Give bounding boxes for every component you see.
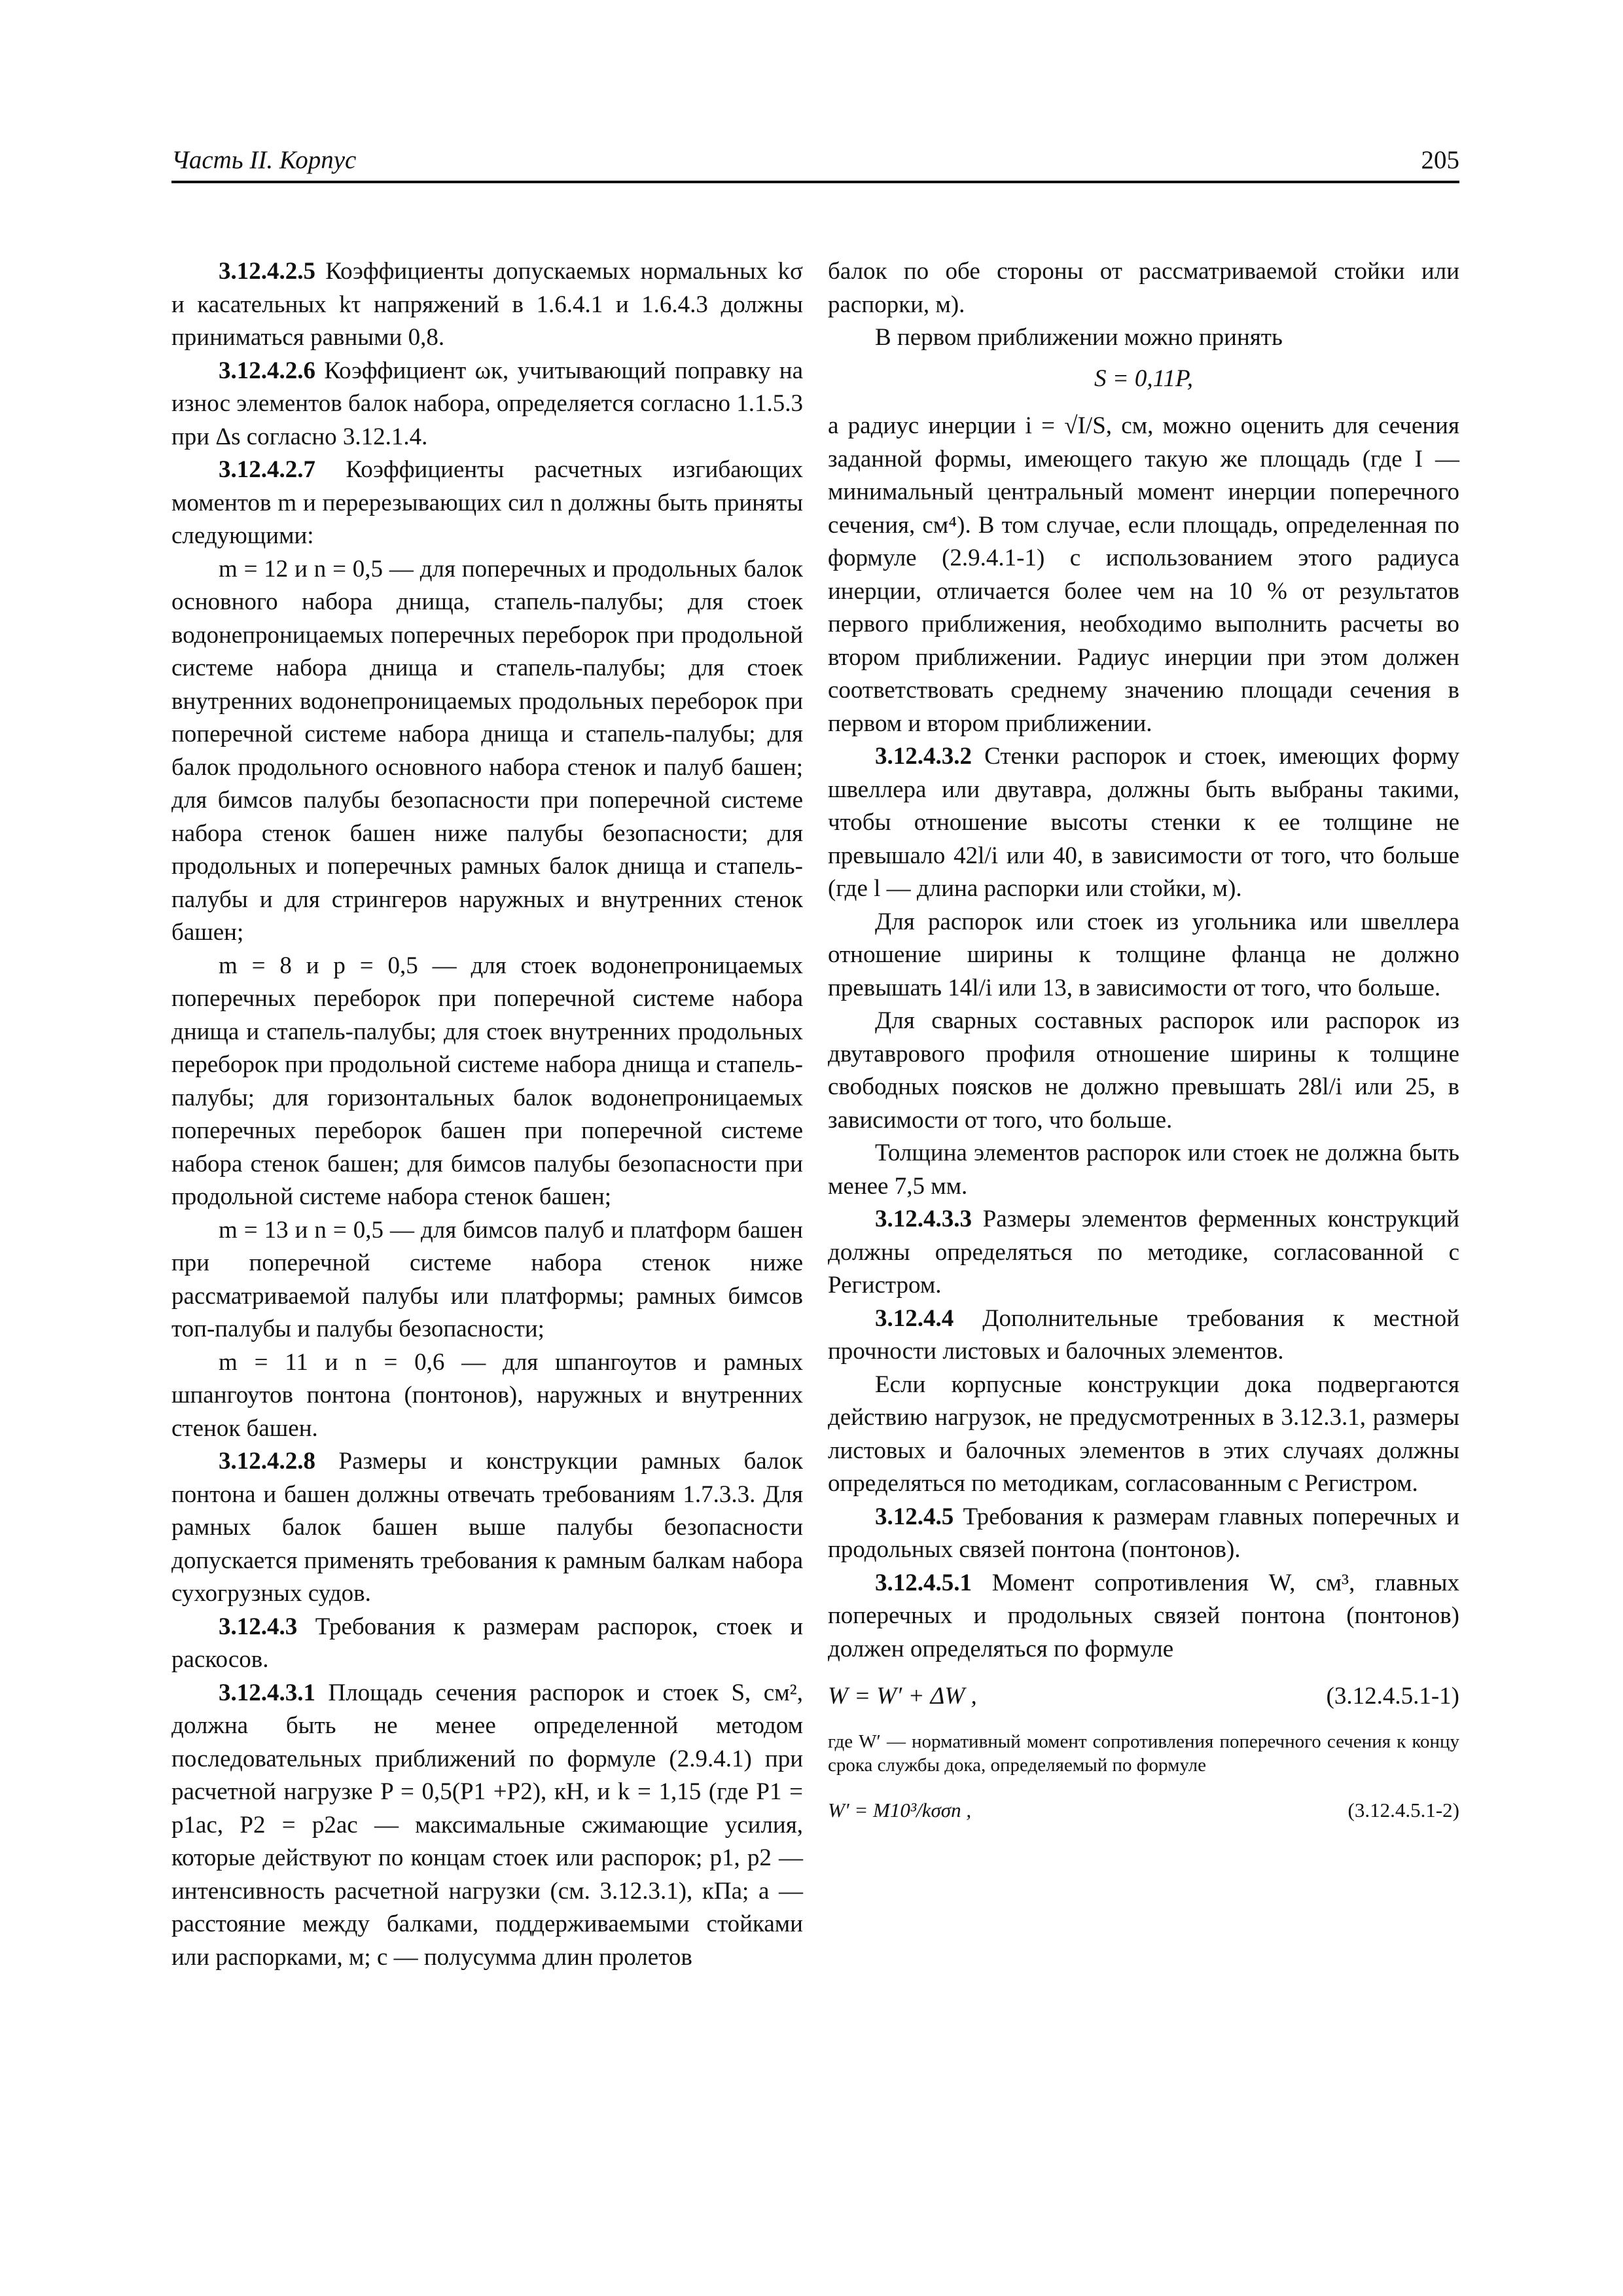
paragraph: 3.12.4.3.2 Стенки распорок и стоек, имеющих форму швеллера или двутавра, должны быть выбраны такими, чтобы отношение высоты стенки к ее толщине не превышало 42l/i или 40, в зависимости от того, что больше (где l — длина распорки или стойки, м). [828,743,1459,902]
formula-s: S = 0,11P, [1094,365,1194,392]
paragraph: В первом приближении можно принять [875,324,1283,351]
equation-expression: W′ = M10³/kσσn , [828,1799,972,1821]
paragraph: 3.12.4.5 Требования к размерам главных поперечных и продольных связей понтона (понтонов). [828,1503,1459,1563]
right-column [828,255,1459,1827]
equation-1 [828,1680,1459,1721]
paragraph: 3.12.4.3.1 Площадь сечения распорок и стоек S, см², должна быть не менее определенной методом последовательных приближений по формуле (2.9.4.1) при расчетной нагрузке P = 0,5(P1 +P2), кН, и k = 1,15 (где P1 = p1ac, P2 = p2ac — максимальные сжимающие усилия, которые действуют по концам стоек или распорок; p1, p2 — интенсивность расчетной нагрузки (см. 3.12.3.1), кПа; a — расстояние между балками, поддерживаемыми стойками или распорками, м; c — полусумма длин пролетов [171,1679,803,1971]
paragraph: 3.12.4.2.5 Коэффициенты допускаемых нормальных kσ и касательных kτ напряжений в 1.6.4.1 и 1.6.4.3 должны приниматься равными 0,8. [171,258,803,351]
paragraph: Для сварных составных распорок или распорок из двутаврового профиля отношение ширины к толщине свободных поясков не должно превышать 28l/i или 25, в зависимости от того, что больше. [828,1007,1459,1134]
paragraph-continued: балок по обе стороны от рассматриваемой стойки или распорки, м). [828,258,1459,318]
paragraph: m = 12 и n = 0,5 — для поперечных и продольных балок основного набора днища, стапель-палубы; для стоек водонепроницаемых поперечных переборок при продольной системе набора днища и стапель-палубы; для стоек внутренних водонепроницаемых продольных переборок при поперечной системе набора днища и стапель-палубы; для балок продольного основного набора стенок и палуб башен; для бимсов палубы безопасности при поперечной системе набора стенок башен ниже палубы безопасности; для продольных и поперечных рамных балок днища и стапель-палубы и для стрингеров наружных и внутренних стенок башен; [171,555,803,946]
paragraph: 3.12.4.2.7 Коэффициенты расчетных изгибающих моментов m и перерезывающих сил n должны быть приняты следующими: [171,456,803,549]
equation-2 [828,1794,1459,1827]
paragraph: 3.12.4.3 Требования к размерам распорок, стоек и раскосов. [171,1613,803,1673]
paragraph: 3.12.4.3.3 Размеры элементов ферменных конструкций должны определяться по методике, согласованной с Регистром. [828,1206,1459,1299]
page-number: 205 [1421,146,1459,174]
equation-note: где W′ — нормативный момент сопротивления поперечного сечения к концу срока службы дока, определяемый по формуле [828,1731,1459,1776]
paragraph: 3.12.4.4 Дополнительные требования к местной прочности листовых и балочных элементов. [828,1304,1459,1365]
paragraph: m = 13 и n = 0,5 — для бимсов палуб и платформ башен при поперечной системе набора стенок ниже рассматриваемой палубы или платформы; рамных бимсов топ-палубы и палубы безопасности; [171,1216,803,1342]
paragraph: Толщина элементов распорок или стоек не должна быть менее 7,5 мм. [828,1139,1459,1200]
paragraph: Если корпусные конструкции дока подвергаются действию нагрузок, не предусмотренных в 3.12.3.1, размеры листовых и балочных элементов в этих случаях должны определяться по методикам, согласованным с Регистром. [828,1371,1459,1497]
paragraph: m = 11 и n = 0,6 — для шпангоутов и рамных шпангоутов понтона (понтонов), наружных и внутренних стенок башен. [171,1348,803,1442]
equation-label: (3.12.4.5.1-1) [1326,1683,1459,1710]
running-title: Часть II. Корпус [171,146,357,174]
page-header [171,145,1459,183]
paragraph: 3.12.4.2.8 Размеры и конструкции рамных балок понтона и башен должны отвечать требованиям 1.7.3.3. Для рамных балок башен выше палубы безопасности допускается применять требования к рамным балкам набора сухогрузных судов. [171,1448,803,1607]
equation-label: (3.12.4.5.1-2) [1347,1799,1459,1821]
paragraph: m = 8 и p = 0,5 — для стоек водонепроницаемых поперечных переборок при поперечной системе набора днища и стапель-палубы; для стоек внутренних продольных переборок при продольной системе набора днища и стапель-палубы; для горизонтальных балок водонепроницаемых поперечных переборок башен при поперечной системе набора стенок башен; для бимсов палубы безопасности при продольной системе набора стенок башен; [171,952,803,1210]
equation-expression: W = W′ + ΔW , [828,1683,977,1710]
left-column [171,255,803,1974]
paragraph: Для распорок или стоек из угольника или швеллера отношение ширины к толщине фланца не должно превышать 14l/i или 13, в зависимости от того, что больше. [828,908,1459,1001]
paragraph: 3.12.4.2.6 Коэффициент ωк, учитывающий поправку на износ элементов балок набора, определяется согласно 1.1.5.3 при Δs согласно 3.12.1.4. [171,357,803,450]
paragraph-radius: а радиус инерции i = √I/S, см, можно оценить для сечения заданной формы, имеющего такую же площадь (где I — минимальный центральный момент инерции поперечного сечения, см⁴). В том случае, если площадь, определенная по формуле (2.9.4.1-1) с использованием этого радиуса инерции, отличается более чем на 10 % от результатов первого приближения, необходимо выполнить расчеты во втором приближении. Радиус инерции при этом должен соответствовать среднему значению площади сечения в первом и втором приближении. [828,412,1459,737]
paragraph: 3.12.4.5.1 Момент сопротивления W, см³, главных поперечных и продольных связей понтона (понтонов) должен определяться по формуле [828,1569,1459,1662]
